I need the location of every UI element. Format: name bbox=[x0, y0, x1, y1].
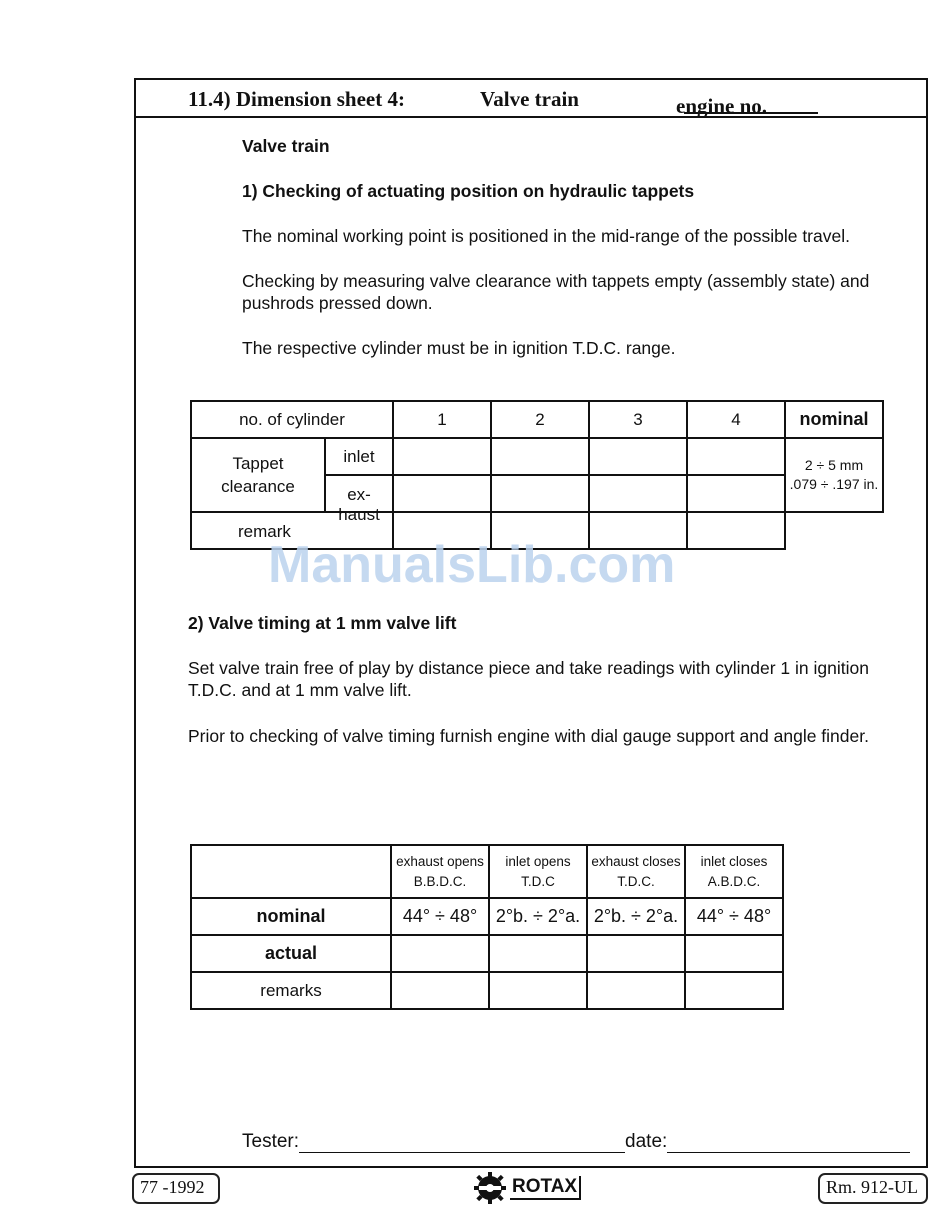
tester-label: Tester: bbox=[242, 1131, 300, 1152]
nominal-inlet-opens: 2°b. ÷ 2°a. bbox=[489, 898, 587, 935]
remarks-exhaust-opens-cell[interactable] bbox=[391, 972, 489, 1009]
paragraph-checking-line2: pushrods pressed down. bbox=[242, 293, 433, 313]
tester-field[interactable] bbox=[242, 1131, 910, 1153]
rotax-logo bbox=[474, 1172, 581, 1204]
paragraph-working-point: The nominal working point is positioned in the mid-range of the possible travel. bbox=[242, 226, 850, 246]
header-exhaust-opens-l1: exhaust opens bbox=[396, 853, 484, 869]
col-header-cyl-4: 4 bbox=[687, 401, 785, 438]
header-inlet-opens-l1: inlet opens bbox=[505, 853, 571, 869]
footer-model-box: Rm. 912-UL bbox=[818, 1173, 928, 1204]
valve-timing-table bbox=[190, 844, 784, 1010]
empty-corner bbox=[785, 512, 883, 549]
header-inlet-closes-l2: A.B.D.C. bbox=[707, 873, 761, 889]
paragraph-dial-gauge: Prior to checking of valve timing furnish engine with dial gauge support and angle finder. bbox=[188, 726, 869, 746]
header-exhaust-opens-l2: B.B.D.C. bbox=[413, 873, 467, 889]
nominal-mm: 2 ÷ 5 mm bbox=[804, 457, 864, 473]
row-label-actual: actual bbox=[191, 935, 391, 972]
engine-no-blank[interactable] bbox=[684, 94, 818, 114]
header-exhaust-closes-l2: T.D.C. bbox=[617, 873, 655, 889]
header-inlet-opens bbox=[489, 845, 587, 898]
inlet-cyl-3-cell[interactable] bbox=[589, 438, 687, 475]
tappet-clearance-table bbox=[190, 400, 884, 550]
nominal-exhaust-opens: 44° ÷ 48° bbox=[391, 898, 489, 935]
subheading-tappets: 1) Checking of actuating position on hydraulic tappets bbox=[242, 181, 695, 201]
remarks-exhaust-closes-cell[interactable] bbox=[587, 972, 685, 1009]
exhaust-label bbox=[325, 475, 393, 524]
exhaust-cyl-2-cell[interactable] bbox=[491, 475, 589, 512]
actual-exhaust-opens-cell[interactable] bbox=[391, 935, 489, 972]
nominal-clearance-value bbox=[785, 438, 883, 512]
sheet-header bbox=[136, 80, 926, 118]
section-title: 11.4) Dimension sheet 4: bbox=[188, 87, 405, 111]
row-label-nominal: nominal bbox=[191, 898, 391, 935]
inlet-cyl-4-cell[interactable] bbox=[687, 438, 785, 475]
tester-blank[interactable] bbox=[299, 1132, 625, 1153]
section-heading: Valve train bbox=[242, 136, 330, 156]
header-inlet-closes-l1: inlet closes bbox=[700, 853, 768, 869]
col-header-cyl-3: 3 bbox=[589, 401, 687, 438]
inlet-cyl-2-cell[interactable] bbox=[491, 438, 589, 475]
date-blank[interactable] bbox=[667, 1132, 910, 1153]
actual-inlet-closes-cell[interactable] bbox=[685, 935, 783, 972]
subheading-valve-timing: 2) Valve timing at 1 mm valve lift bbox=[188, 613, 457, 633]
header-inlet-opens-l2: T.D.C bbox=[521, 873, 555, 889]
row-label-remarks: remarks bbox=[191, 972, 391, 1009]
row-label-tappet-clearance bbox=[191, 438, 325, 512]
paragraph-free-play-line1: Set valve train free of play by distance piece and take readings with cylinder 1 in ignition bbox=[188, 658, 869, 678]
inlet-label: inlet bbox=[325, 438, 393, 475]
nominal-in: .079 ÷ .197 in. bbox=[789, 476, 879, 492]
nominal-exhaust-closes: 2°b. ÷ 2°a. bbox=[587, 898, 685, 935]
paragraph-checking-line1: Checking by measuring valve clearance with tappets empty (assembly state) and bbox=[242, 271, 870, 291]
date-label: date: bbox=[625, 1131, 668, 1152]
col-header-nominal: nominal bbox=[785, 401, 883, 438]
rotax-logo-text: ROTAX bbox=[510, 1176, 581, 1200]
exhaust-cyl-1-cell[interactable] bbox=[393, 475, 491, 512]
watermark: ManualsLib.com bbox=[268, 536, 676, 594]
exhaust-label-line2: haust bbox=[338, 505, 380, 524]
row-label-line1: Tappet bbox=[232, 454, 284, 473]
actual-exhaust-closes-cell[interactable] bbox=[587, 935, 685, 972]
remark-cyl-4-cell[interactable] bbox=[687, 512, 785, 549]
col-header-cylinder: no. of cylinder bbox=[191, 401, 393, 438]
remark-label: remark bbox=[191, 512, 393, 549]
header-empty-cell bbox=[191, 845, 391, 898]
footer-date-box: 77 -1992 bbox=[132, 1173, 220, 1204]
exhaust-label-line1: ex- bbox=[347, 485, 371, 504]
header-exhaust-opens bbox=[391, 845, 489, 898]
remarks-inlet-opens-cell[interactable] bbox=[489, 972, 587, 1009]
row-label-line2: clearance bbox=[221, 477, 295, 496]
topic-title: Valve train bbox=[480, 87, 579, 111]
gear-icon bbox=[474, 1172, 506, 1204]
header-exhaust-closes bbox=[587, 845, 685, 898]
header-exhaust-closes-l1: exhaust closes bbox=[591, 853, 681, 869]
nominal-inlet-closes: 44° ÷ 48° bbox=[685, 898, 783, 935]
exhaust-cyl-3-cell[interactable] bbox=[589, 475, 687, 512]
remarks-inlet-closes-cell[interactable] bbox=[685, 972, 783, 1009]
col-header-cyl-1: 1 bbox=[393, 401, 491, 438]
exhaust-cyl-4-cell[interactable] bbox=[687, 475, 785, 512]
paragraph-free-play-line2: T.D.C. and at 1 mm valve lift. bbox=[188, 680, 412, 700]
engine-no-label: engine no. bbox=[676, 94, 768, 118]
col-header-cyl-2: 2 bbox=[491, 401, 589, 438]
paragraph-tdc-range: The respective cylinder must be in ignition T.D.C. range. bbox=[242, 338, 676, 358]
inlet-cyl-1-cell[interactable] bbox=[393, 438, 491, 475]
header-inlet-closes bbox=[685, 845, 783, 898]
actual-inlet-opens-cell[interactable] bbox=[489, 935, 587, 972]
